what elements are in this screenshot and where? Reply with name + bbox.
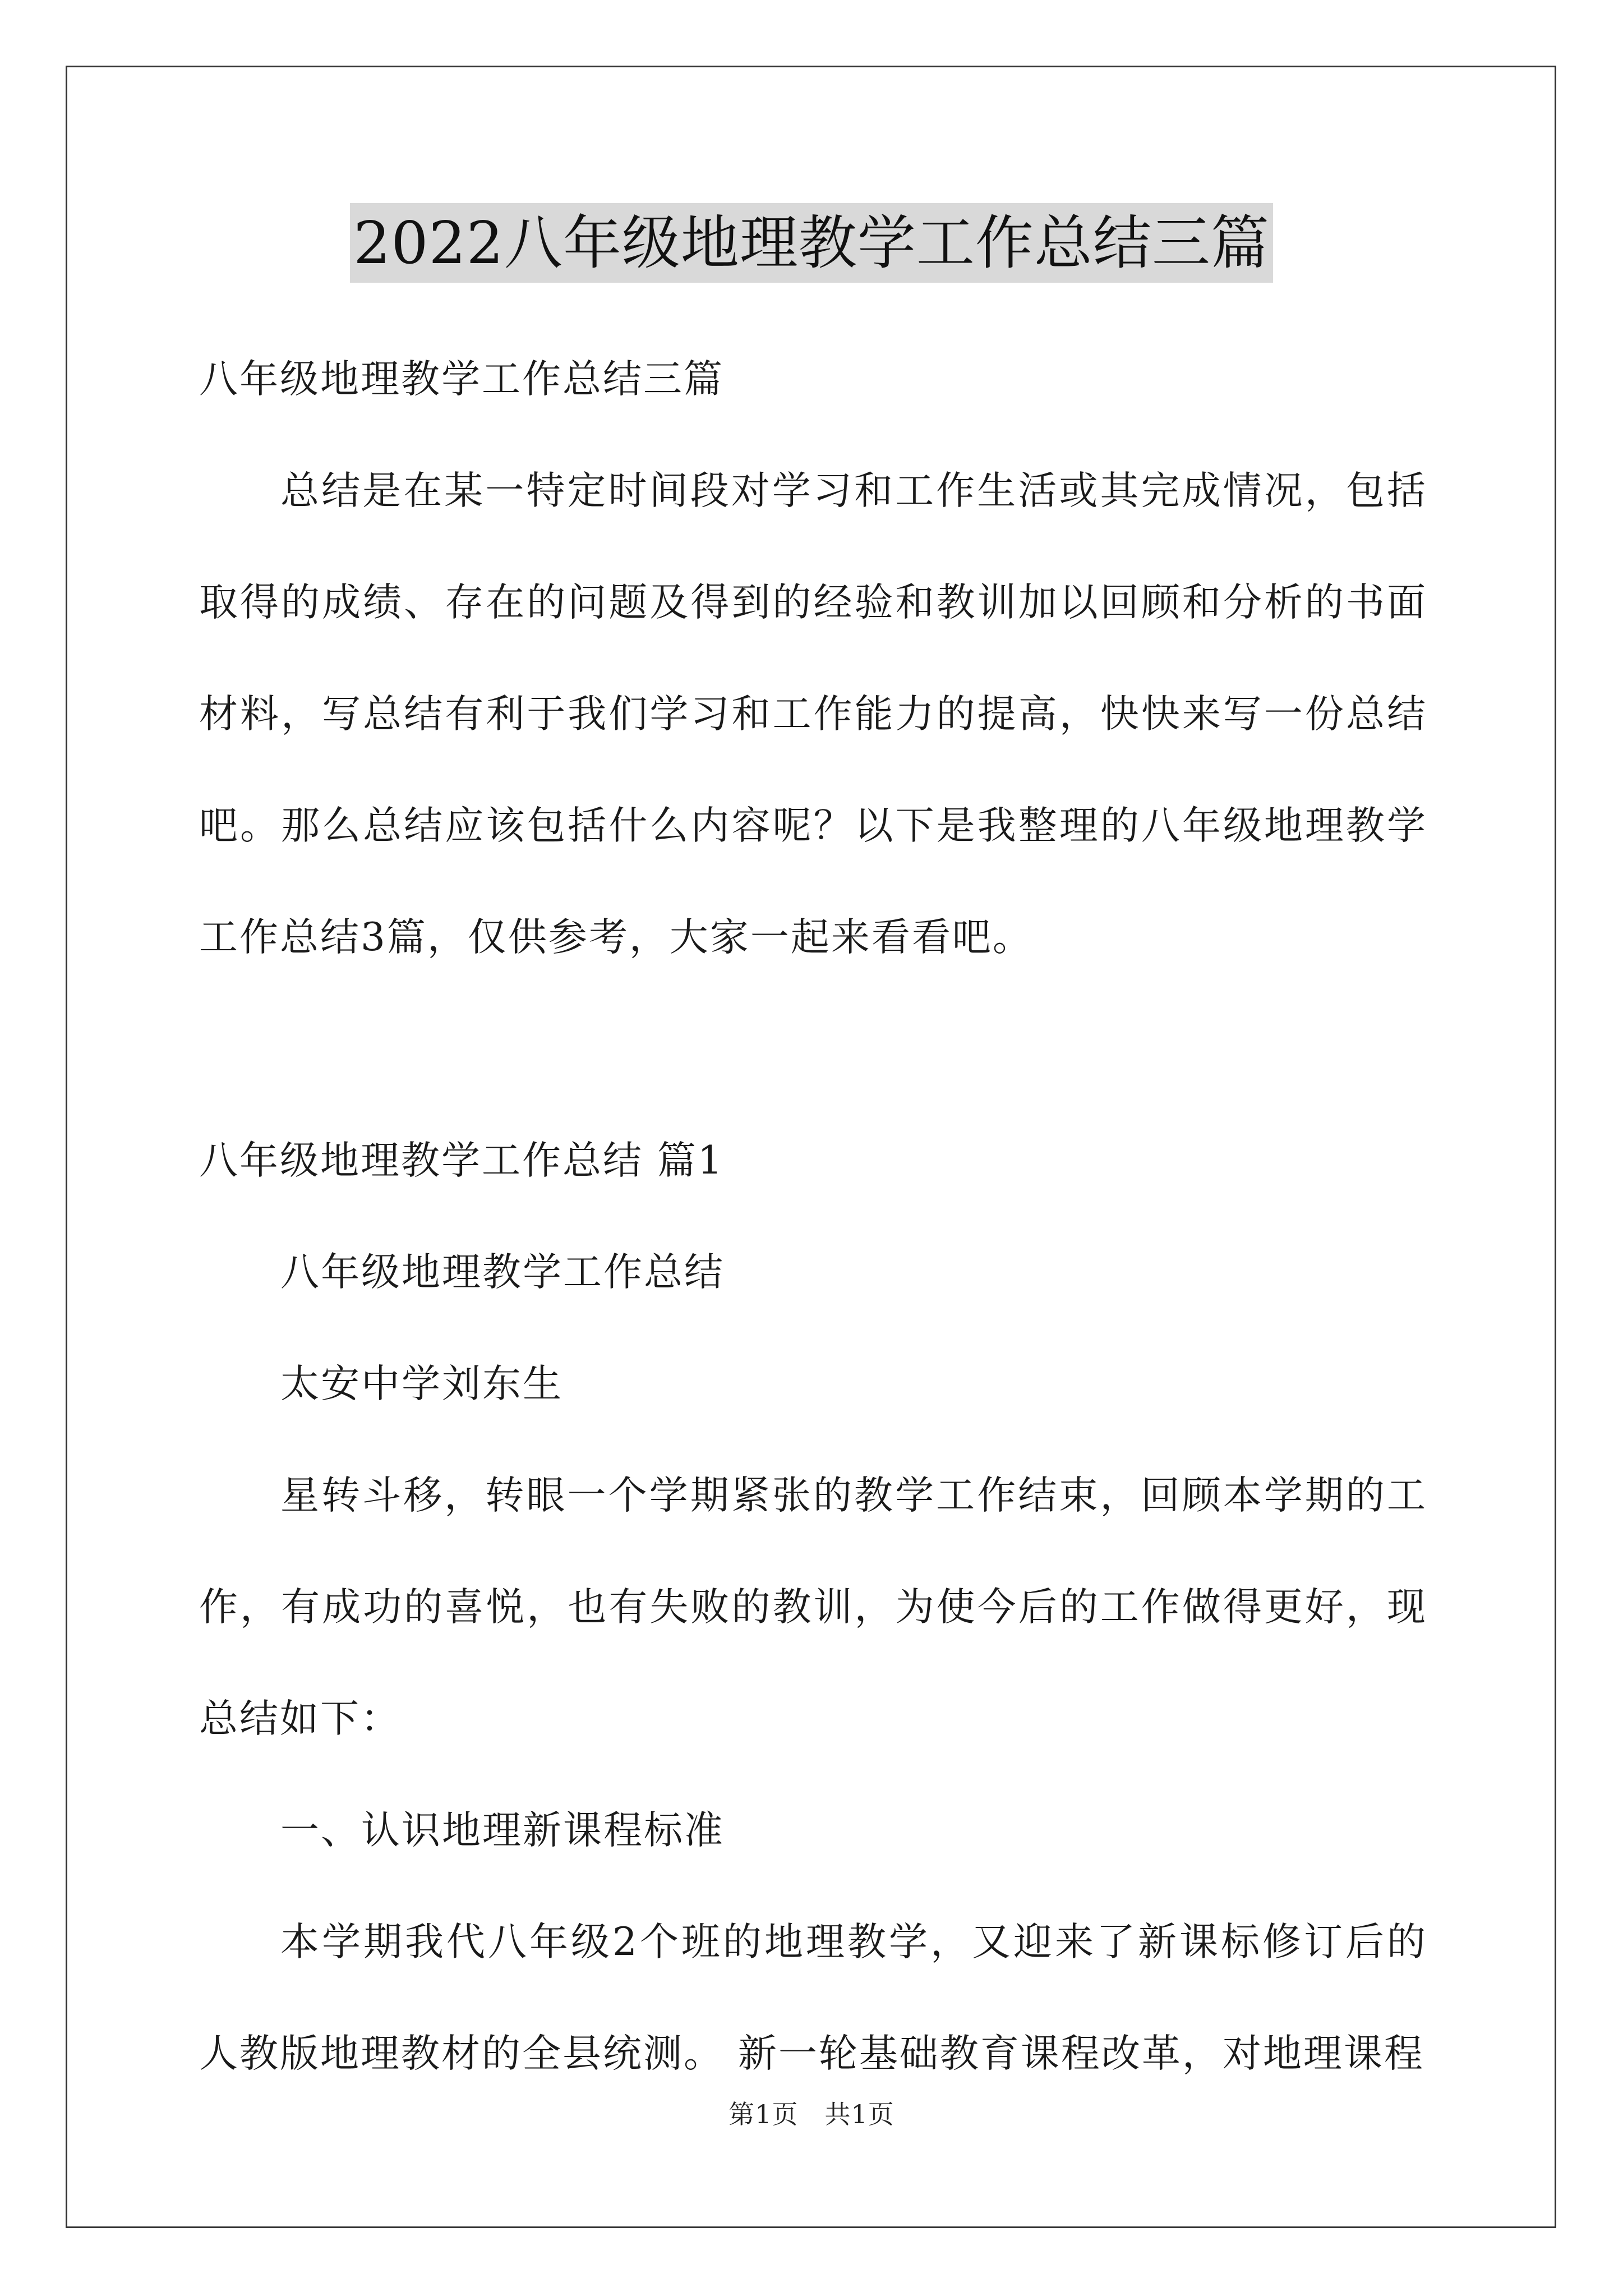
- section-spacer: [199, 993, 1427, 1105]
- document-body: [199, 324, 1427, 2110]
- subsection-heading: 一、认识地理新课程标准: [280, 1808, 725, 1853]
- subtitle-paragraph: 八年级地理教学工作总结三篇: [199, 357, 724, 402]
- title-container: [0, 203, 1623, 283]
- author-line: 太安中学刘东生: [280, 1361, 563, 1406]
- document-title: 2022八年级地理教学工作总结三篇: [350, 203, 1273, 283]
- page-footer: 第1页 共1页: [728, 2099, 895, 2129]
- body-paragraph: 本学期我代八年级2个班的地理教学，又迎来了新课标修订后的人教版地理教材的全县统测。 新一轮基础教育课程改革，对地理课程: [199, 1920, 1427, 2076]
- body-paragraph: 星转斗移，转眼一个学期紧张的教学工作结束，回顾本学期的工作，有成功的喜悦，也有失败的教训，为使今后的工作做得更好，现总结如下：: [199, 1473, 1427, 1741]
- section-heading: 八年级地理教学工作总结 篇1: [199, 1138, 724, 1183]
- section-subtitle: 八年级地理教学工作总结: [280, 1250, 725, 1295]
- intro-paragraph: 总结是在某一特定时间段对学习和工作生活或其完成情况，包括取得的成绩、存在的问题及得到的经验和教训加以回顾和分析的书面材料，写总结有利于我们学习和工作能力的提高，快快来写一份总结吧。那么总结应该包括什么内容呢？以下是我整理的八年级地理教学工作总结3篇，仅供参考，大家一起来看看吧。: [199, 468, 1427, 960]
